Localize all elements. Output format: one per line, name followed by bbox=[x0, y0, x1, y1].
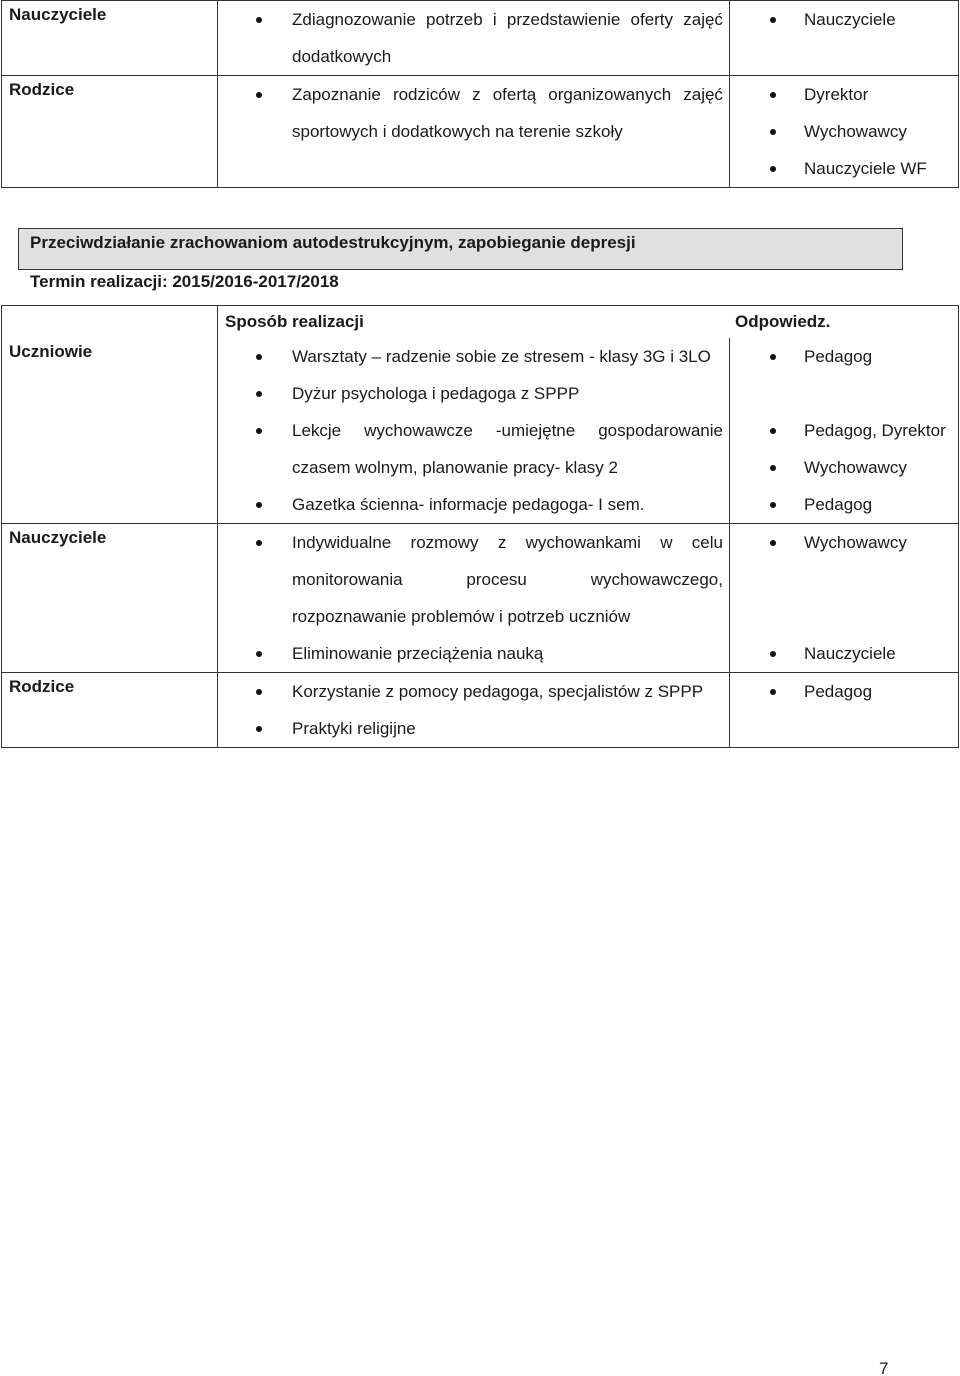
actions-cell bbox=[218, 338, 730, 523]
group-cell bbox=[2, 524, 218, 672]
action-text: Praktyki religijne bbox=[292, 719, 416, 738]
action-line bbox=[218, 561, 729, 598]
actions-cell bbox=[218, 76, 730, 187]
bullet-icon bbox=[770, 465, 776, 471]
bullet-icon bbox=[256, 17, 262, 23]
group-label: Nauczyciele bbox=[9, 528, 107, 547]
table-row bbox=[2, 76, 958, 187]
bullet-icon bbox=[256, 689, 262, 695]
bullet-icon bbox=[256, 726, 262, 732]
action-line bbox=[218, 524, 729, 561]
section-term: Termin realizacji: 2015/2016-2017/2018 bbox=[30, 272, 339, 291]
table-row bbox=[2, 673, 958, 747]
actions-cell bbox=[218, 1, 730, 75]
responsible-text: Nauczyciele bbox=[804, 644, 896, 663]
responsible-line bbox=[730, 375, 958, 412]
responsible-text: Pedagog bbox=[804, 347, 873, 366]
bullet-icon bbox=[256, 540, 262, 546]
action-line bbox=[218, 449, 729, 486]
group-cell bbox=[2, 76, 218, 187]
table-header-row bbox=[2, 306, 958, 338]
action-line bbox=[218, 412, 729, 449]
group-label: Rodzice bbox=[9, 677, 75, 696]
responsible-cell bbox=[730, 1, 958, 75]
action-text: Eliminowanie przeciążenia nauką bbox=[292, 644, 544, 663]
action-line bbox=[218, 673, 729, 710]
responsible-text: Dyrektor bbox=[804, 85, 869, 104]
bullet-icon bbox=[256, 502, 262, 508]
action-text: Dyżur psychologa i pedagoga z SPPP bbox=[292, 384, 580, 403]
bullet-icon bbox=[770, 689, 776, 695]
action-text: Indywidualne rozmowy z wychowankami w celu bbox=[292, 533, 723, 552]
table-row bbox=[2, 524, 958, 673]
action-line bbox=[218, 1, 729, 38]
responsible-cell bbox=[730, 524, 958, 672]
bullet-icon bbox=[770, 428, 776, 434]
group-cell bbox=[2, 673, 218, 747]
responsible-line bbox=[730, 598, 958, 635]
actions-cell bbox=[218, 524, 730, 672]
bullet-icon bbox=[256, 391, 262, 397]
table-row bbox=[2, 338, 958, 524]
responsible-text: Pedagog, Dyrektor bbox=[804, 421, 946, 440]
column-header-responsible: Odpowiedz. bbox=[735, 312, 831, 331]
action-text: Gazetka ścienna- informacje pedagoga- I sem. bbox=[292, 495, 645, 514]
responsible-line bbox=[730, 486, 958, 523]
action-text: rozpoznawanie problemów i potrzeb uczniów bbox=[292, 607, 631, 626]
action-line bbox=[218, 486, 729, 523]
action-text: Warsztaty – radzenie sobie ze stresem - klasy 3G i 3LO bbox=[292, 347, 711, 366]
action-line bbox=[218, 598, 729, 635]
responsible-cell bbox=[730, 673, 958, 747]
group-label: Nauczyciele bbox=[9, 5, 107, 24]
bullet-icon bbox=[256, 92, 262, 98]
action-text: Korzystanie z pomocy pedagoga, specjalistów z SPPP bbox=[292, 682, 704, 701]
action-text: sportowych i dodatkowych na terenie szkoły bbox=[292, 122, 623, 141]
responsible-text: Wychowawcy bbox=[804, 458, 907, 477]
column-header-method: Sposób realizacji bbox=[225, 312, 364, 331]
responsible-cell bbox=[730, 76, 958, 187]
responsible-text: Nauczyciele WF bbox=[804, 159, 927, 178]
responsible-cell bbox=[730, 338, 958, 523]
action-text: monitorowania procesu wychowawczego, bbox=[292, 570, 723, 589]
group-cell bbox=[2, 1, 218, 75]
responsible-line bbox=[730, 113, 958, 150]
responsible-text: Nauczyciele bbox=[804, 10, 896, 29]
bullet-icon bbox=[256, 354, 262, 360]
action-line bbox=[218, 38, 729, 75]
bullet-icon bbox=[770, 17, 776, 23]
bullet-icon bbox=[770, 166, 776, 172]
action-line bbox=[218, 113, 729, 150]
bullet-icon bbox=[770, 540, 776, 546]
action-text: Lekcje wychowawcze -umiejętne gospodarowanie bbox=[292, 421, 723, 440]
action-text: Zdiagnozowanie potrzeb i przedstawienie oferty zajęć bbox=[292, 10, 723, 29]
bullet-icon bbox=[770, 354, 776, 360]
bullet-icon bbox=[770, 129, 776, 135]
responsible-line bbox=[730, 673, 958, 710]
responsible-line bbox=[730, 1, 958, 38]
action-line bbox=[218, 710, 729, 747]
bullet-icon bbox=[770, 92, 776, 98]
responsible-text: Wychowawcy bbox=[804, 122, 907, 141]
action-line bbox=[218, 338, 729, 375]
responsible-line bbox=[730, 338, 958, 375]
responsible-line bbox=[730, 412, 958, 449]
responsible-text: Wychowawcy bbox=[804, 533, 907, 552]
action-text: dodatkowych bbox=[292, 47, 392, 66]
responsible-line bbox=[730, 449, 958, 486]
action-text: czasem wolnym, planowanie pracy- klasy 2 bbox=[292, 458, 618, 477]
actions-cell bbox=[218, 673, 730, 747]
group-cell bbox=[2, 338, 218, 523]
responsible-text: Pedagog bbox=[804, 682, 873, 701]
page-number: 7 bbox=[879, 1359, 889, 1376]
responsible-line bbox=[730, 524, 958, 561]
section-title: Przeciwdziałanie zrachowaniom autodestrukcyjnym, zapobieganie depresji bbox=[30, 233, 636, 252]
bullet-icon bbox=[256, 428, 262, 434]
responsible-line bbox=[730, 76, 958, 113]
bullet-icon bbox=[770, 651, 776, 657]
bullet-icon bbox=[770, 502, 776, 508]
responsible-line bbox=[730, 635, 958, 672]
responsible-text: Pedagog bbox=[804, 495, 873, 514]
action-line bbox=[218, 375, 729, 412]
activities-table-top bbox=[1, 0, 959, 188]
group-label: Uczniowie bbox=[9, 342, 93, 361]
action-line bbox=[218, 635, 729, 672]
activities-table-bottom bbox=[1, 305, 959, 748]
responsible-line bbox=[730, 150, 958, 187]
table-row bbox=[2, 1, 958, 76]
action-line bbox=[218, 76, 729, 113]
group-label: Rodzice bbox=[9, 80, 75, 99]
action-text: Zapoznanie rodziców z ofertą organizowanych zajęć bbox=[292, 85, 723, 104]
responsible-line bbox=[730, 561, 958, 598]
bullet-icon bbox=[256, 651, 262, 657]
